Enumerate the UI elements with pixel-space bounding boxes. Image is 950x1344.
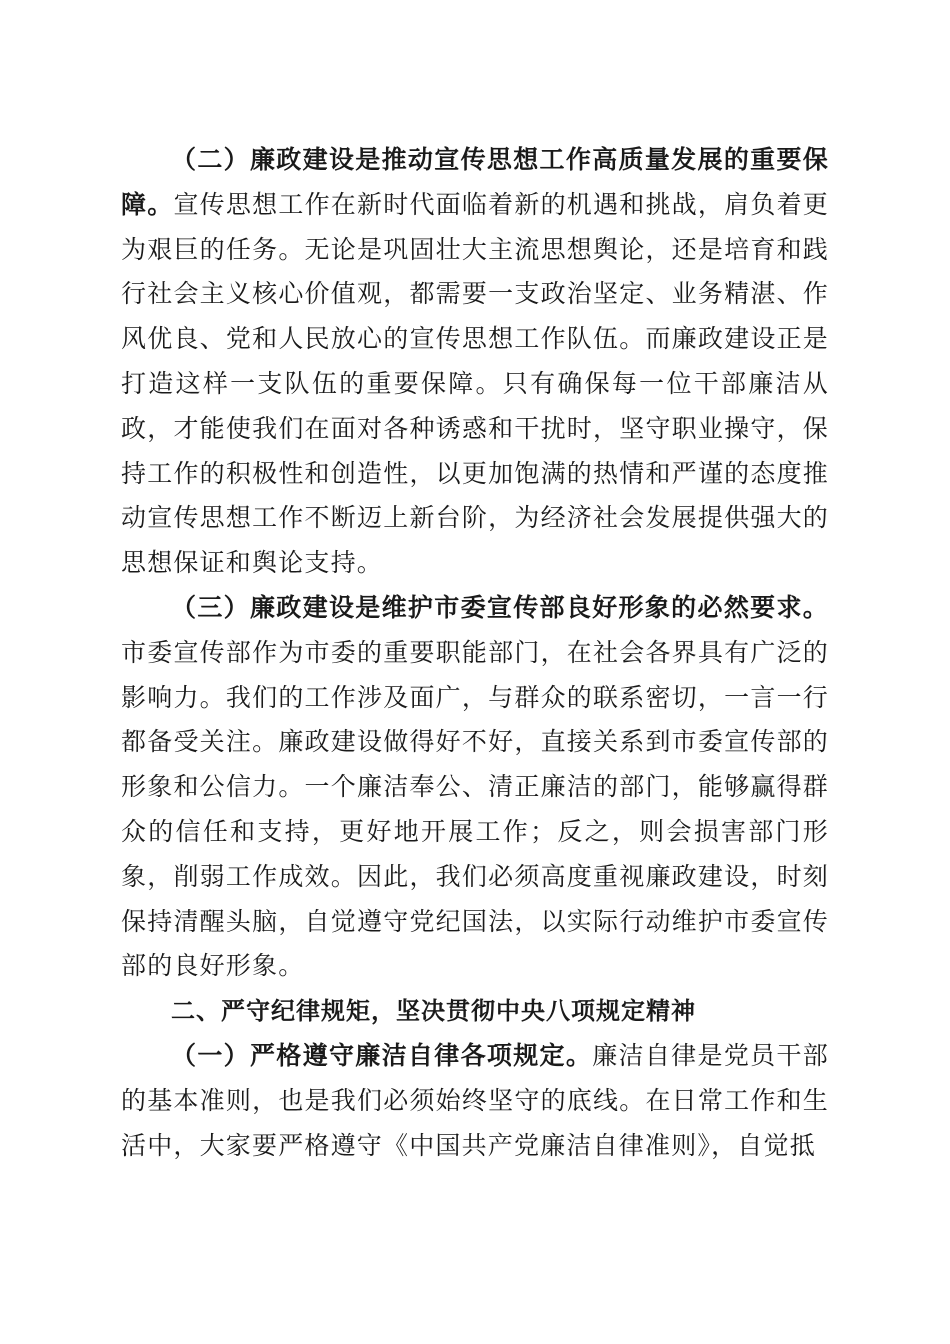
paragraph-body: 市委宣传部作为市委的重要职能部门，在社会各界具有广泛的影响力。我们的工作涉及面广，与群众的联系密切，一言一行都备受关注。廉政建设做得好不好，直接关系到市委宣传部的形象和公信力。一个廉洁奉公、清正廉洁的部门，能够赢得群众的信任和支持，更好地开展工作；反之，则会损害部门形象，削弱工作成效。因此，我们必须高度重视廉政建设，时刻保持清醒头脑，自觉遵守党纪国法，以实际行动维护市委宣传部的良好形象。 bbox=[121, 637, 829, 981]
paragraph-lead: （二）廉政建设是推动宣传思想工作高质量发展的重要保障。 bbox=[121, 145, 829, 219]
paragraph-body: 廉洁自律是党员干部的基本准则，也是我们必须始终坚守的底线。在日常工作和生活中，大家要严格遵守《中国共产党廉洁自律准则》，自觉抵 bbox=[121, 1040, 829, 1160]
document-page bbox=[121, 138, 829, 1168]
paragraph-body: 宣传思想工作在新时代面临着新的机遇和挑战，肩负着更为艰巨的任务。无论是巩固壮大主流思想舆论，还是培育和践行社会主义核心价值观，都需要一支政治坚定、业务精湛、作风优良、党和人民放心的宣传思想工作队伍。而廉政建设正是打造这样一支队伍的重要保障。只有确保每一位干部廉洁从政，才能使我们在面对各种诱惑和干扰时，坚守职业操守，保持工作的积极性和创造性，以更加饱满的热情和严谨的态度推动宣传思想工作不断迈上新台阶，为经济社会发展提供强大的思想保证和舆论支持。 bbox=[121, 189, 829, 578]
paragraph-lead: （一）严格遵守廉洁自律各项规定。 bbox=[171, 1040, 593, 1070]
paragraph-lead: （三）廉政建设是维护市委宣传部良好形象的必然要求。 bbox=[171, 592, 829, 622]
section-paragraph-1 bbox=[121, 1034, 829, 1168]
section-heading: 二、严守纪律规矩，坚决贯彻中央八项规定精神 bbox=[171, 997, 696, 1026]
paragraph-2 bbox=[121, 138, 829, 586]
paragraph-3 bbox=[121, 586, 829, 989]
